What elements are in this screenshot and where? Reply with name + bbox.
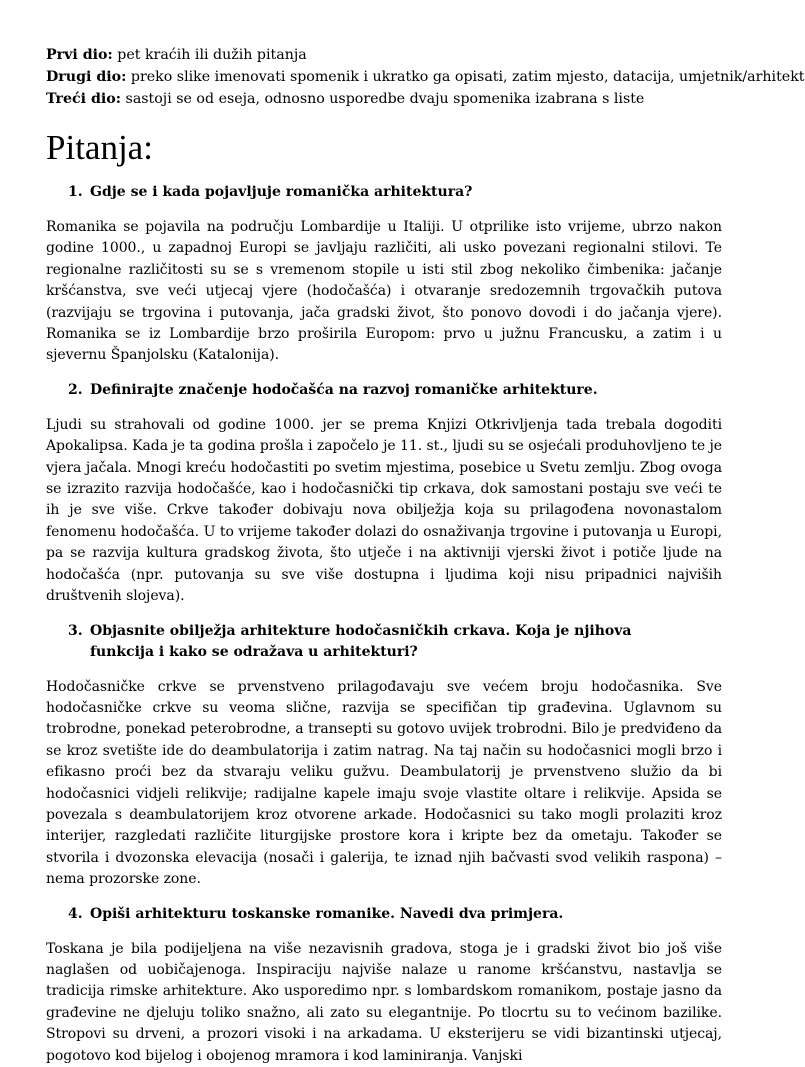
part-description: pet kraćih ili dužih pitanja (112, 47, 307, 63)
question-text: Objasnite obilježja arhitekture hodočasničkih crkava. Koja je njihova funkcija i kako se odražava u arhitekturi? (90, 622, 632, 660)
answer-paragraph-1: Romanika se pojavila na području Lombardije u Italiji. U otprilike isto vrijeme, ubrzo nakon godine 1000., u zapadnoj Europi se javljaju različiti, ali usko povezani regionalni stilovi. Te regionalne različitosti su se s vremenom stopile u isti stil zbog nekoliko čimbenika: jačanje kršćanstva, sve veći utjecaj vjere (hodočašća) i otvaranje sredozemnih trgovačkih putova (razvijaju se trgovina i putovanja, jača gradski život, što ponovo dovodi i do jačanja vjere). Romanika se iz Lombardije brzo proširila Europom: prvo u južnu Francusku, a zatim i u sjevernu Španjolsku (Katalonija). (46, 219, 722, 364)
question-heading-1 (46, 182, 722, 203)
part-description: preko slike imenovati spomenik i ukratko ga opisati, zatim mjesto, datacija, umjetnik/arhitekt (126, 69, 805, 85)
part-label: Prvi dio (46, 47, 108, 63)
question-text: Opiši arhitekturu toskanske romanike. Navedi dva primjera. (90, 905, 564, 922)
answer-paragraph-4: Toskana je bila podijeljena na više nezavisnih gradova, stoga je i gradski život bio još više naglašen od uobičajenoga. Inspiraciju najviše nalaze u ranome kršćanstvu, nastavlja se tradicija rimske arhitekture. Ako usporedimo npr. s lombardskom romanikom, postaje jasno da građevine ne djeluju toliko snažno, ali zato su elegantnije. Po tlocrtu su to većinom bazilike. Stropovi su drveni, a prozori visoki i na arkadama. U eksterijeru se vidi bizantinski utjecaj, pogotovo kod bijelog i obojenog mramora i kod laminiranja. Vanjski (46, 940, 722, 1064)
exam-structure (46, 44, 805, 110)
intro-line-part-1: Prvi dio: pet kraćih ili dužih pitanja (46, 47, 307, 63)
question-number: 3. (68, 622, 83, 639)
question-text: Definirajte značenje hodočašća na razvoj romaničke arhitekture. (90, 381, 598, 398)
question-heading-2 (46, 380, 722, 401)
question-number: 2. (68, 381, 83, 398)
part-label: Drugi dio (46, 69, 122, 85)
answer-paragraph-3: Hodočasničke crkve se prvenstveno prilagođavaju sve većem broju hodočasnika. Sve hodočasničke crkve su veoma slične, razvija se specifičan tip građevina. Uglavnom su trobrodne, ponekad peterobrodne, a transepti su gotovo uvijek trobrodni. Bilo je predviđeno da se kroz svetište ide do deambulatorija i zatim natrag. Na taj način su hodočasnici mogli brzo i efikasno proći bez da stvaraju veliku gužvu. Deambulatorij je prvenstveno služio da bi hodočasnici vidjeli relikvije; radijalne kapele imaju svoje vlastite oltare i relikvije. Apsida se povezala s deambulatorijem kroz otvorene arkade. Hodočasnici su tako mogli prolaziti kroz interijer, razgledati različite liturgijske prostore kora i kripte bez da ometaju. Također se stvorila i dvozonska elevacija (nosači i galerija, te iznad njih bačvasti svod velikih raspona) – nema prozorske zone. (46, 678, 722, 888)
intro-line-part-3: Treći dio: sastoji se od eseja, odnosno usporedbe dvaju spomenika izabrana s liste (46, 91, 645, 107)
question-number: 4. (68, 905, 83, 922)
question-heading-3 (46, 621, 722, 663)
question-text: Gdje se i kada pojavljuje romanička arhitektura? (90, 184, 473, 200)
part-description: sastoji se od eseja, odnosno usporedbe dvaju spomenika izabrana s liste (121, 91, 645, 107)
question-number: 1. (68, 184, 83, 200)
intro-line-part-2: Drugi dio: preko slike imenovati spomenik i ukratko ga opisati, zatim mjesto, datacija, umjetnik/arhitekt (46, 69, 805, 85)
part-label: Treći dio (46, 91, 116, 107)
page-title: Pitanja: (46, 128, 153, 167)
answer-paragraph-2: Ljudi su strahovali od godine 1000. jer se prema Knjizi Otkrivljenja tada trebala dogoditi Apokalipsa. Kada je ta godina prošla i započelo je 11. st., ljudi su se osjećali produhovljeno te je vjera jačala. Mnogi kreću hodočastiti po svetim mjestima, posebice u Svetu zemlju. Zbog ovoga se izrazito razvija hodočašće, kao i hodočasnički tip crkava, dok samostani postaju sve veći te ih je sve više. Crkve također dobivaju nova obilježja koja su prilagođena novonastalom fenomenu hodočašća. U to vrijeme također dolazi do osnaživanja trgovine i putovanja u Europi, pa se razvija kultura gradskog života, što utječe i na aktivniji vjerski život i potiče ljude na hodočašća (npr. putovanja su sve više dostupna i ljudima koji nisu pripadnici najviših društvenih slojeva). (46, 416, 722, 605)
question-heading-4 (46, 904, 722, 925)
